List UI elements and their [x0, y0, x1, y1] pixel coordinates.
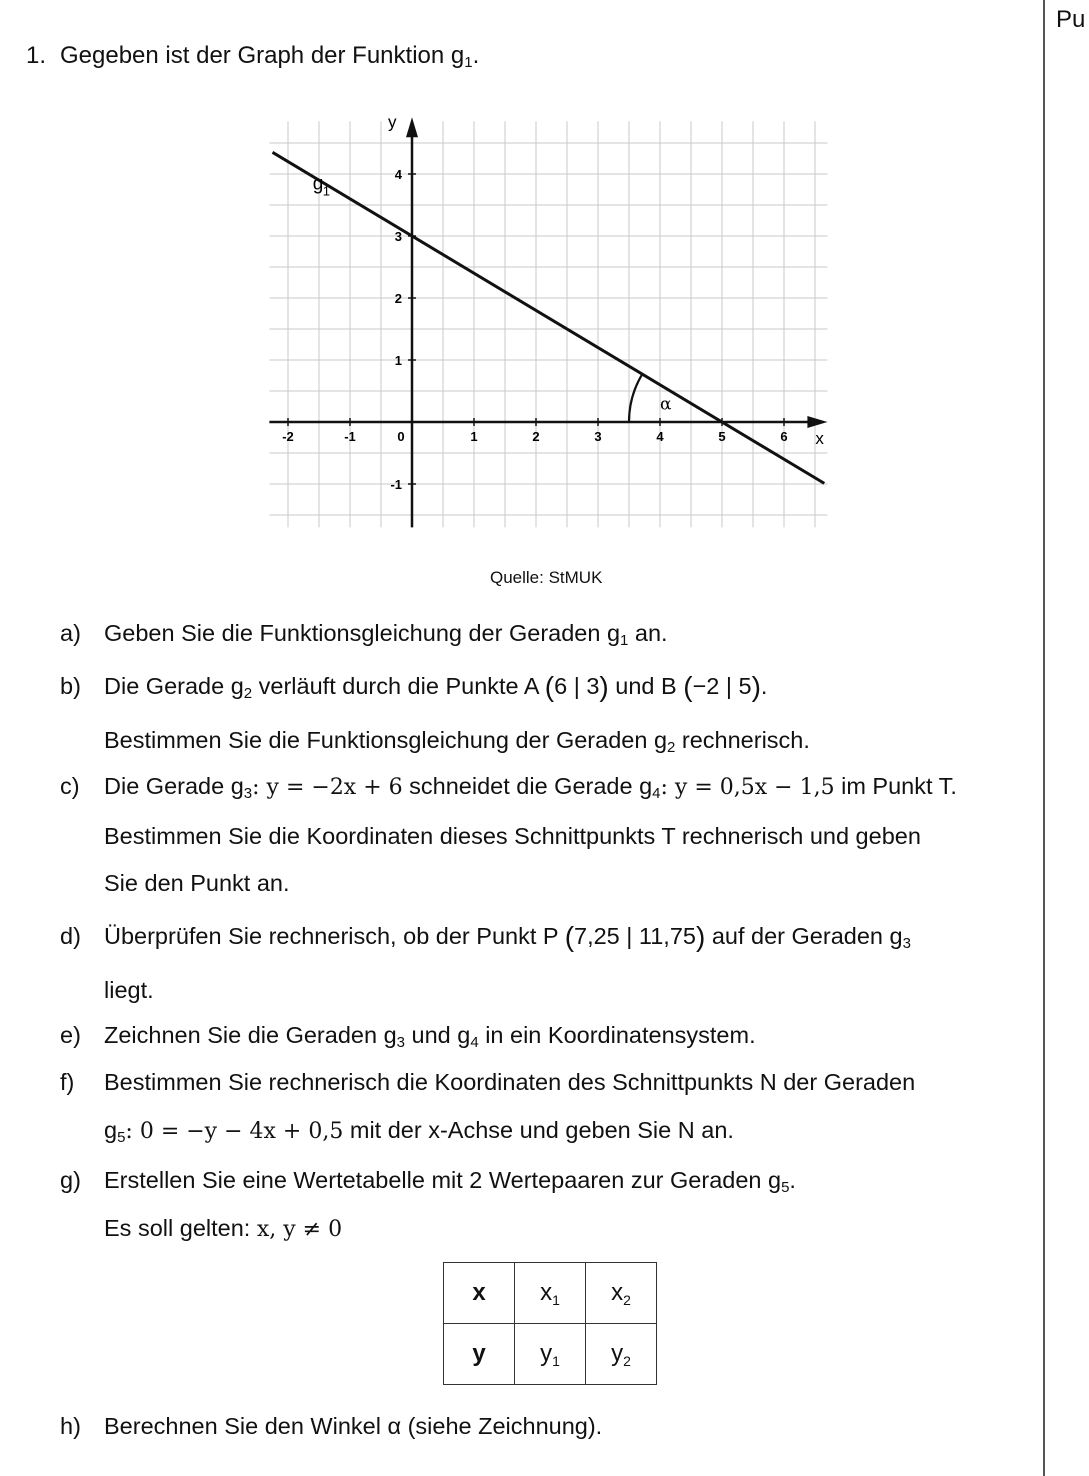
cell-var: x [611, 1278, 624, 1306]
point-a-coords: 6 | 3 [554, 673, 600, 699]
cell-sub: 2 [623, 1291, 631, 1308]
point-p-name: P [542, 923, 559, 949]
question-c-line3: Sie den Punkt an. [104, 870, 290, 896]
question-text: Die Gerade g [104, 673, 244, 699]
task-sub: 1 [464, 54, 473, 71]
task-text: Gegeben ist der Graph der Funktion g [60, 42, 465, 69]
table-head-cell: x [444, 1263, 515, 1324]
question-text: in ein Koordinatensystem. [478, 1022, 756, 1048]
y-tick-label: 1 [394, 353, 402, 368]
question-c [60, 773, 957, 802]
cell-sub: 1 [552, 1352, 560, 1369]
question-g [60, 1167, 796, 1196]
x-tick-label: 3 [594, 429, 602, 444]
subscript: 3 [396, 1034, 405, 1051]
x-tick-label: 2 [532, 429, 540, 444]
x-tick-label: 5 [718, 429, 726, 444]
subscript: 4 [652, 785, 661, 802]
angle-arc [629, 374, 642, 422]
value-table [443, 1262, 657, 1385]
question-text: an. [628, 620, 668, 646]
question-text: verläuft durch die Punkte [252, 673, 524, 699]
question-text: Berechnen Sie den Winkel α (siehe Zeichnung). [104, 1413, 603, 1439]
line-label-sub: 1 [322, 183, 331, 199]
subscript: 2 [243, 685, 253, 702]
question-text: Bestimmen Sie die Funktionsgleichung der Geraden g [104, 727, 668, 753]
question-label: b) [60, 673, 81, 699]
question-label: h) [60, 1413, 81, 1439]
table-head-cell: y [444, 1324, 515, 1385]
question-b: b) Die Gerade $g_2$ verläuft durch die Punkte A (6 | 3) und B (−2 | 5). [60, 671, 768, 702]
question-text: Es soll gelten: [104, 1215, 257, 1241]
question-b-line2 [104, 727, 810, 756]
x-tick-label: -1 [344, 429, 356, 444]
x-tick-label: -2 [282, 429, 294, 444]
question-text: . [789, 1167, 796, 1193]
question-a [60, 620, 668, 649]
question-e [60, 1022, 756, 1051]
equation-g3: : y = −2x + 6 [252, 775, 403, 800]
question-d-line2: liegt. [104, 977, 154, 1003]
question-label: f) [60, 1069, 75, 1095]
subscript: 5 [117, 1129, 126, 1146]
question-text: und g [404, 1022, 471, 1048]
question-text: Erstellen Sie eine Wertetabelle mit 2 Wertepaaren zur Geraden g [104, 1167, 782, 1193]
question-f-line2 [104, 1117, 734, 1146]
question-text: rechnerisch. [675, 727, 810, 753]
page-margin-line [1043, 0, 1045, 1476]
subscript: 4 [470, 1034, 479, 1051]
x-tick-label: 4 [656, 429, 664, 444]
question-label: e) [60, 1022, 81, 1048]
question-label: c) [60, 773, 80, 799]
question-text: Bestimmen Sie rechnerisch die Koordinaten des Schnittpunkts N der Geraden [104, 1069, 916, 1095]
point-b-name: B [661, 673, 677, 699]
x-tick-label: 0 [397, 429, 405, 444]
table-row [444, 1263, 657, 1324]
question-text: im Punkt T. [834, 773, 957, 799]
question-text: Überprüfen Sie rechnerisch, ob der Punkt [104, 923, 543, 949]
question-text: Geben Sie die Funktionsgleichung der Geraden g [104, 620, 621, 646]
subscript: 3 [902, 935, 911, 952]
y-tick-label: 4 [394, 167, 402, 182]
question-h [60, 1413, 602, 1440]
question-text: schneidet die Gerade g [402, 773, 653, 799]
x-axis-arrow [807, 416, 827, 428]
x-axis-label: x [815, 429, 824, 448]
cell-var: x [540, 1278, 553, 1306]
task-tail: . [472, 42, 480, 69]
point-a-name: A [523, 673, 539, 699]
y-tick-label: 3 [394, 229, 402, 244]
points-column-label: Pu [1056, 6, 1086, 33]
point-b-coords: −2 | 5 [692, 673, 752, 699]
cell-sub: 2 [623, 1352, 631, 1369]
question-label: g) [60, 1167, 81, 1193]
table-cell [515, 1324, 586, 1385]
y-tick-label: -1 [390, 477, 402, 492]
question-label: a) [60, 620, 81, 646]
y-axis-label: y [388, 112, 397, 132]
function-graph [250, 100, 850, 540]
question-f [60, 1069, 915, 1096]
question-text: mit der x-Achse und geben Sie N an. [343, 1117, 734, 1143]
point-p-coords: 7,25 | 11,75 [574, 923, 696, 949]
equation-g4: : y = 0,5x − 1,5 [660, 775, 835, 800]
grid [269, 121, 827, 527]
question-text: . [760, 673, 768, 699]
x-tick-label: 1 [470, 429, 478, 444]
condition: x, y ≠ 0 [256, 1217, 343, 1242]
cell-var: y [611, 1339, 624, 1367]
subscript: 5 [781, 1179, 790, 1196]
question-text: und [608, 673, 662, 699]
table-cell [515, 1263, 586, 1324]
subscript: 3 [243, 785, 253, 802]
table-cell [586, 1263, 657, 1324]
question-label: d) [60, 923, 81, 949]
axes [269, 117, 827, 527]
x-tick-label: 6 [780, 429, 788, 444]
question-g-line2 [104, 1215, 342, 1242]
table-row [444, 1324, 657, 1385]
question-d: d) Überprüfen Sie rechnerisch, ob der Punkt P (7,25 | 11,75) auf der Geraden $g_3$ [60, 921, 911, 952]
cell-var: y [540, 1339, 553, 1367]
subscript: 1 [620, 632, 629, 649]
table-cell [586, 1324, 657, 1385]
image-source: Quelle: StMUK [490, 568, 603, 587]
question-text: auf der Geraden g [705, 923, 903, 949]
question-text: Zeichnen Sie die Geraden g [104, 1022, 397, 1048]
equation-g5: : 0 = −y − 4x + 0,5 [125, 1119, 344, 1144]
angle-label: α [660, 394, 672, 415]
question-text: Die Gerade g [104, 773, 244, 799]
task-heading [26, 42, 479, 71]
cell-sub: 1 [552, 1291, 560, 1308]
question-c-line2: Bestimmen Sie die Koordinaten dieses Schnittpunkts T rechnerisch und geben [104, 823, 921, 849]
line-label: g [312, 173, 324, 195]
subscript: 2 [667, 739, 676, 756]
y-tick-label: 2 [394, 291, 402, 306]
question-text: g [104, 1117, 118, 1143]
task-number: 1. [26, 42, 47, 69]
y-axis-arrow [406, 117, 418, 137]
